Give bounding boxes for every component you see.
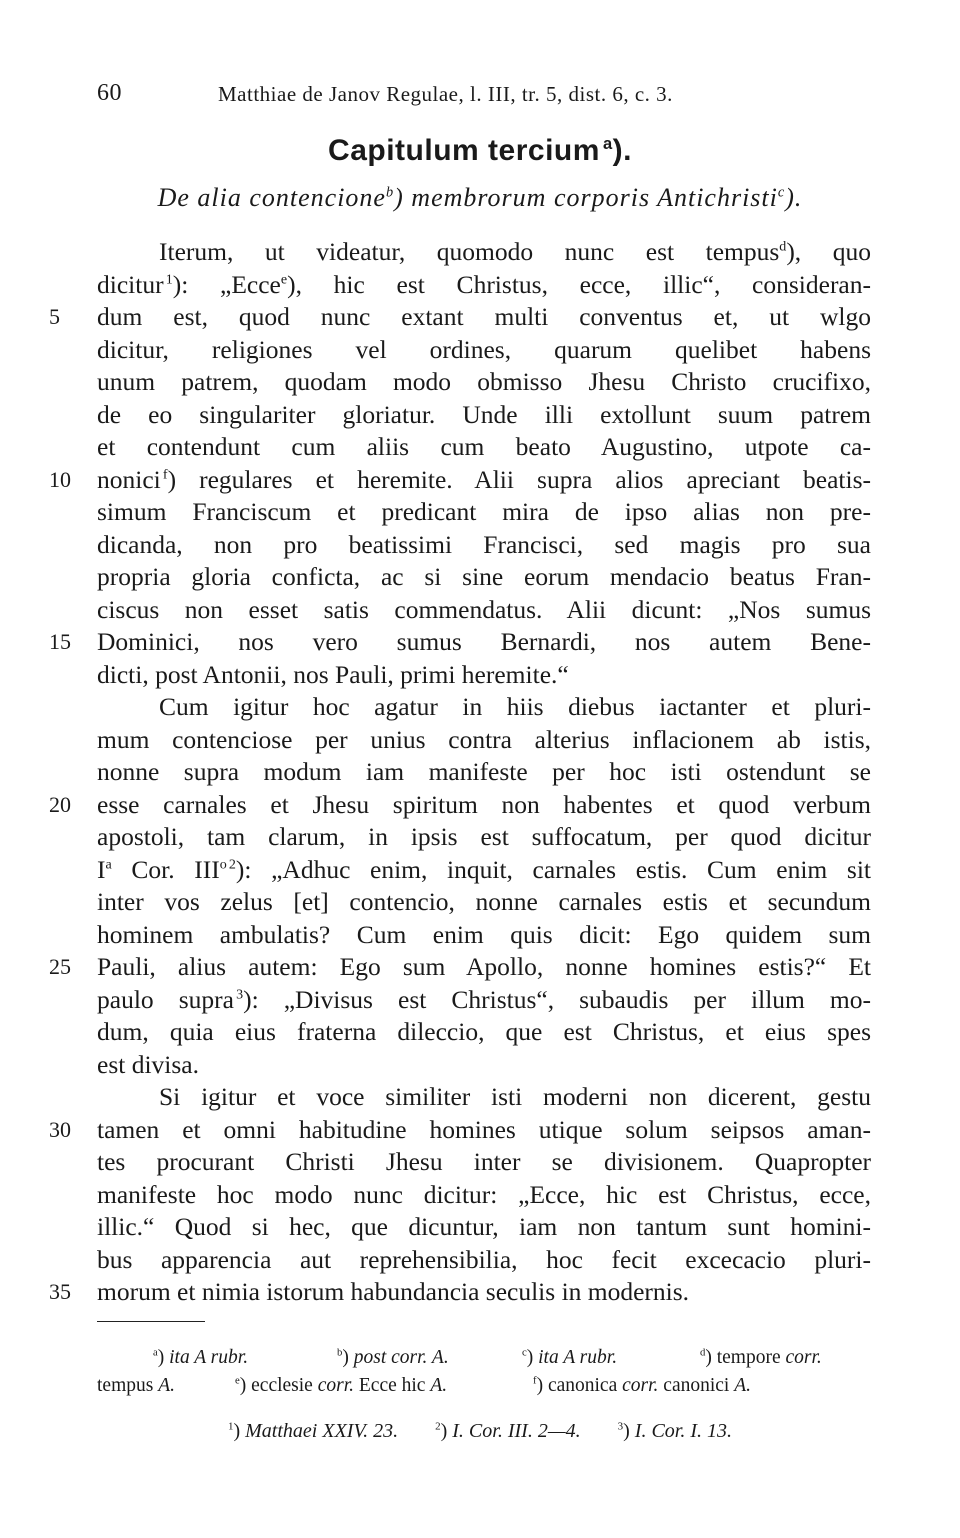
text-line: dicanda, non pro beatissimi Francisci, sed magis pro sua	[97, 529, 871, 559]
footnote-divider	[97, 1321, 205, 1322]
text-line: paulo supra $^3$): „Divisus est Christus“, subaudis per illum mo-	[97, 984, 871, 1014]
text-line: ciscus non esset satis commendatus. Alii dicunt: „Nos sumus	[97, 594, 871, 624]
text-line: illic.“ Quod si hec, que dicuntur, iam non tantum sunt homini-	[97, 1212, 871, 1241]
text-line: $I^a$ Cor. III$^o$ $^2$): „Adhuc enim, inquit, carnales estis. Cum enim sit	[97, 854, 871, 884]
text-line: dum, quia eius fraterna dileccio, que est Christus, et eius spes	[97, 1017, 871, 1046]
source-references	[0, 1420, 960, 1443]
footnote-line	[97, 1372, 873, 1400]
footnote-ref: b	[385, 184, 395, 201]
reference-2: $^2$) I. Cor. III. 2—4.	[435, 1420, 581, 1442]
text-line: bus apparencia aut reprehensibilia, hoc fecit excecacio pluri-	[97, 1244, 871, 1274]
text-line: apostoli, tam clarum, in ipsis est suffocatum, per quod dicitur	[97, 822, 871, 851]
text-line: 25 Pauli, alius autem: Ego sum Apollo, nonne homines estis?“ Et	[97, 951, 871, 984]
line-number: 35	[49, 1279, 71, 1304]
line-number: 5	[49, 304, 60, 329]
footnote-ref: 1	[165, 272, 173, 287]
text-line: 10 nonici $^f$) regulares et heremite. Alii supra alios apreciant beatis-	[97, 464, 871, 497]
reference-3: $^3$) I. Cor. I. 13.	[617, 1420, 733, 1442]
page-number: 60	[97, 80, 122, 106]
footnote-e: $^e$) ecclesie corr. Ecce hic A.	[235, 1374, 448, 1396]
text-line: Cum igitur hoc agatur in hiis diebus iactanter et pluri-	[159, 692, 871, 721]
chapter-subtitle: De alia contencione$^b$) membrorum corporis Antichristi$^c$).	[157, 183, 803, 212]
footnote-ref: a	[602, 135, 613, 153]
footnotes	[97, 1344, 873, 1400]
footnote-f: $^f$) canonica corr. canonici A.	[533, 1374, 752, 1396]
text-line: de eo singulariter gloriatur. Unde illi extollunt suum patrem	[97, 399, 871, 429]
text-line: dicitur $^1$): „Ecce$^e$), hic est Christus, ecce, illic“, consideran-	[97, 269, 871, 299]
footnote-c: $^c$) ita A rubr.	[522, 1346, 618, 1368]
text-line: et contendunt cum aliis cum beato Augustino, utpote ca-	[97, 432, 871, 461]
line-number: 20	[49, 791, 71, 817]
text-line: propria gloria conficta, ac si sine eorum mendacio beatus Fran-	[97, 562, 871, 591]
text-line: 15 Dominici, nos vero sumus Bernardi, nos autem Bene-	[97, 626, 871, 659]
line-number: 30	[49, 1116, 71, 1142]
text-line: dicti, post Antonii, nos Pauli, primi heremite.“	[97, 659, 569, 689]
footnote-a: $^a$) ita A rubr.	[153, 1346, 249, 1368]
text-line: 35 morum et nimia istorum habundancia seculis in modernis.	[97, 1276, 871, 1309]
text-line: 20 esse carnales et Jhesu spiritum non habentes et quod verbum	[97, 789, 871, 822]
text-line: dicitur, religiones vel ordines, quarum quelibet habens	[97, 334, 871, 364]
footnote-b: $^b$) post corr. A.	[337, 1346, 449, 1368]
reference-1: $^1$) Matthaei XXIV. 23.	[227, 1420, 399, 1442]
text-line: 30 tamen et omni habitudine homines utique solum seipsos aman-	[97, 1114, 871, 1147]
footnote-ref: d	[779, 239, 787, 255]
footnote-d: $^d$) tempore corr.	[700, 1346, 822, 1368]
text-line: Iterum, ut videatur, quomodo nunc est tempus$^d$), quo	[159, 237, 871, 266]
text-line: manifeste hoc modo nunc dicitur: „Ecce, hic est Christus, ecce,	[97, 1179, 871, 1209]
footnote-d-cont: tempus A.	[97, 1375, 176, 1396]
text-line: tes procurant Christi Jhesu inter se divisionem. Quapropter	[97, 1147, 871, 1176]
text-line: est divisa.	[97, 1049, 199, 1079]
line-number: 25	[49, 954, 71, 979]
footnote-ref: f	[162, 467, 168, 482]
text-line: mum contenciose per unius contra alterius inflacionem ab istis,	[97, 724, 871, 754]
line-number: 15	[49, 629, 71, 654]
text-line: 5 dum est, quod nunc extant multi conventus et, ut wlgo	[97, 301, 871, 334]
body-text	[49, 236, 871, 1309]
text-line: simum Franciscum et predicant mira de ipso alias non pre-	[97, 497, 871, 526]
running-title: Matthiae de Janov Regulae, l. III, tr. 5, dist. 6, c. 3.	[218, 82, 673, 106]
footnote-ref: e	[280, 272, 288, 287]
text-line: nonne supra modum iam manifeste per hoc isti ostendunt se	[97, 757, 871, 786]
footnote-line	[97, 1344, 873, 1372]
chapter-title: Capitulum tercium $^a$).	[328, 134, 632, 167]
line-number: 10	[49, 466, 71, 492]
footnote-ref: 3	[236, 987, 244, 1002]
text-line: Si igitur et voce similiter isti moderni non dicerent, gestu	[159, 1082, 871, 1111]
text-line: unum patrem, quodam modo obmisso Jhesu Christo crucifixo,	[97, 367, 871, 396]
text-line: hominem ambulatis? Cum enim quis dicit: Ego quidem sum	[97, 919, 871, 949]
footnote-ref: c	[777, 184, 786, 201]
footnote-ref: 2	[228, 857, 236, 872]
text-line: inter vos zelus [et] contencio, nonne carnales estis et secundum	[97, 887, 871, 916]
